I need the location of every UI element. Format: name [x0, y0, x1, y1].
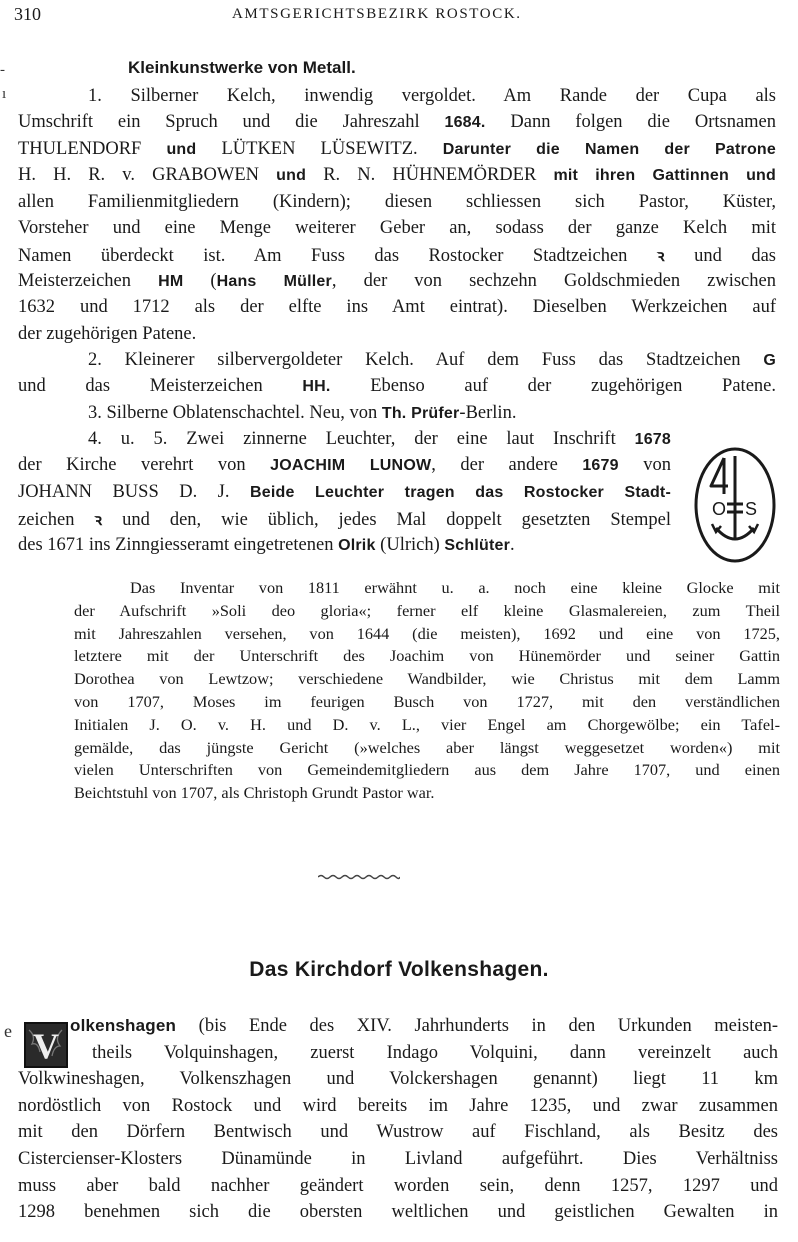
margin-mark: ı — [2, 86, 7, 102]
margin-mark: - — [0, 62, 5, 78]
text-run: allen Familienmitgliedern (Kindern); diesen schliessen sich Pastor, Küster, — [18, 191, 776, 212]
text-line — [18, 376, 776, 397]
emphasis-text: Beide Leuchter tragen das Rostocker Stadt- — [229, 483, 671, 501]
text-run: , der andere — [431, 455, 583, 476]
inventory-line: Initialen J. O. v. H. und D. v. L., vier Engel am Chorgewölbe; ein Tafel- — [74, 714, 780, 734]
emphasis-text: 1679 — [582, 457, 619, 475]
text-run: JOHANN BUSS D. J. — [18, 481, 230, 502]
emphasis-text: ꝛ — [656, 248, 665, 266]
emphasis-text: JOACHIM LUNOW — [270, 457, 432, 475]
wavy-divider — [318, 873, 400, 881]
text-line — [18, 165, 776, 186]
emphasis-text: mit ihren Gattinnen und — [536, 167, 776, 185]
inventory-line: vielen Unterschriften von Gemeindemitgliedern aus dem Jahre 1707, und einen — [74, 760, 780, 780]
text-line — [18, 218, 776, 239]
text-run: . — [510, 534, 515, 555]
text-run: (Ulrich) — [375, 534, 445, 555]
chapter-line — [70, 1016, 778, 1037]
text-run: zeichen — [18, 510, 95, 531]
chapter-line: nordöstlich von Rostock und wird bereits im Jahre 1235, und zwar zusammen — [18, 1095, 778, 1116]
emphasis-text: HM — [158, 272, 184, 290]
emphasis-text: 1678 — [634, 431, 671, 448]
text-run: von — [618, 455, 671, 476]
inventory-line: Beichtstuhl von 1707, als Christoph Grundt Pastor war. — [74, 783, 435, 803]
text-line — [18, 244, 776, 267]
emphasis-text: HH. — [302, 378, 331, 396]
text-line — [18, 508, 671, 531]
inventory-line: gemälde, das jüngste Gericht (»welches aber längst weggesetzet worden«) mit — [74, 737, 780, 757]
inventory-line: Das Inventar von 1811 erwähnt u. a. noch eine kleine Glocke mit — [130, 578, 780, 597]
section-heading: Kleinkunstwerke von Metall. — [128, 58, 356, 77]
text-run: 1. Silberner Kelch, inwendig vergoldet. Am Rande der Cupa als — [88, 86, 776, 106]
text-line — [18, 455, 671, 476]
text-line — [88, 403, 656, 424]
inventory-line: von 1707, Moses im feurigen Busch von 1727, mit den verständlichen — [74, 692, 780, 711]
text-line — [18, 271, 776, 292]
text-run: LÜTKEN LÜSEWITZ. — [221, 138, 418, 159]
text-line — [18, 482, 671, 503]
text-line — [88, 350, 776, 371]
page-number: 310 — [14, 4, 41, 24]
emphasis-text: 1684. — [444, 114, 486, 132]
text-run: der Kirche verehrt von — [18, 455, 271, 476]
emphasis-text: G — [763, 352, 776, 369]
inventory-line: der Aufschrift »Soli deo gloria«; ferner elf kleine Glasmalereien, zum Theil — [74, 600, 780, 620]
running-title: AMTSGERICHTSBEZIRK ROSTOCK. — [232, 6, 522, 22]
text-line — [88, 86, 776, 107]
text-run: des 1671 ins Zinngiesseramt eingetretenen — [18, 534, 339, 555]
drop-cap-initial — [24, 1022, 68, 1068]
emphasis-text: und — [141, 140, 222, 158]
chapter-title: Das Kirchdorf Volkenshagen. — [249, 958, 549, 981]
svg-text:V: V — [33, 1026, 59, 1066]
text-run: und das — [664, 246, 776, 267]
text-run: , der von sechzehn Goldschmieden zwischen — [331, 270, 776, 291]
text-run: Namen überdeckt ist. Am Fuss das Rostocker Stadtzeichen — [18, 246, 657, 267]
margin-mark: e — [4, 1021, 12, 1041]
chapter-line: Cistercienser-Klosters Dünamünde in Livland aufgeführt. Dies Verhältniss — [18, 1149, 778, 1169]
emphasis-text: Hans Müller — [216, 272, 332, 290]
chapter-line: theils Volquinshagen, zuerst Indago Volquini, dann vereinzelt auch — [92, 1042, 778, 1063]
pewterer-mark-seal — [694, 446, 776, 564]
chapter-line: mit den Dörfern Bentwisch und Wustrow auf Fischland, als Besitz des — [18, 1122, 778, 1143]
text-run: der zugehörigen Patene. — [18, 323, 197, 344]
text-line — [18, 112, 776, 133]
text-run: -Berlin. — [459, 403, 517, 423]
text-line — [18, 139, 776, 160]
seal-letter-left: O — [712, 499, 727, 519]
text-line — [88, 429, 671, 450]
text-run: Umschrift ein Spruch und die Jahreszahl — [18, 112, 445, 133]
text-run: 3. Silberne Oblatenschachtel. Neu, von — [88, 403, 382, 423]
text-run: (bis Ende des XIV. Jahrhunderts in den Urkunden meisten- — [176, 1016, 778, 1036]
emphasis-text: ꝛ — [94, 512, 103, 530]
chapter-line: muss aber bald nachher geändert worden sein, denn 1257, 1297 und — [18, 1175, 778, 1196]
emphasis-text: Darunter die Namen der Patrone — [417, 140, 776, 158]
chapter-line: 1298 benehmen sich die obersten weltlichen und geistlichen Gewalten in — [18, 1202, 778, 1223]
text-run: THULENDORF — [18, 138, 142, 159]
text-run: und den, wie üblich, jedes Mal doppelt gesetzten Stempel — [102, 510, 671, 531]
inventory-line: letztere mit der Unterschrift des Joachim von Hünemörder und seiner Gattin — [74, 646, 780, 666]
text-run: ( — [183, 270, 217, 291]
text-run: 2. Kleinerer silbervergoldeter Kelch. Auf dem Fuss das Stadtzeichen — [88, 350, 764, 370]
text-run: Ebenso auf der zugehörigen Patene. — [330, 376, 776, 397]
text-run: 1632 und 1712 als der elfte ins Amt eintrat). Dieselben Werkzeichen auf — [18, 297, 776, 318]
emphasis-text: Olrik — [338, 536, 376, 554]
text-run: und das Meisterzeichen — [18, 376, 303, 397]
text-run: Vorsteher und eine Menge weiterer Geber an, sodass der ganze Kelch mit — [18, 218, 776, 238]
text-line — [18, 324, 776, 345]
emphasis-text: Th. Prüfer — [381, 405, 460, 422]
text-run: 4. u. 5. Zwei zinnerne Leuchter, der eine laut Inschrift — [88, 429, 635, 449]
text-run: R. N. HÜHNEMÖRDER — [323, 165, 537, 186]
text-run: Dann folgen die Ortsnamen — [485, 112, 777, 133]
text-run: H. H. R. v. GRABOWEN — [18, 165, 259, 186]
text-line — [18, 535, 671, 556]
chapter-line: Volkwineshagen, Volkenszhagen und Volckershagen genannt) liegt 11 km — [18, 1069, 778, 1090]
inventory-line: Dorothea von Lewtzow; verschiedene Wandbilder, wie Christus mit dem Lamm — [74, 669, 780, 689]
text-run: Meisterzeichen — [18, 270, 159, 291]
first-word: olkenshagen — [70, 1016, 177, 1035]
inventory-line: mit Jahreszahlen versehen, von 1644 (die meisten), 1692 und eine von 1725, — [74, 623, 780, 643]
seal-letter-right: S — [745, 499, 758, 519]
emphasis-text: und — [259, 167, 324, 185]
text-line — [18, 192, 776, 213]
emphasis-text: Schlüter — [444, 536, 511, 554]
text-line — [18, 297, 776, 318]
